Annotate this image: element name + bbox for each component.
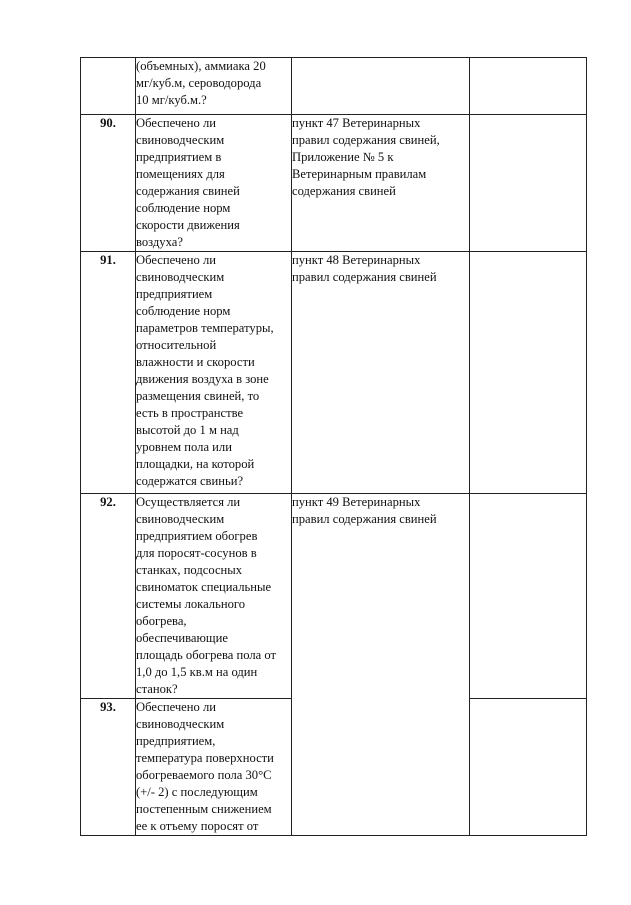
row-number: 90. (81, 115, 136, 252)
answer-cell (470, 252, 587, 494)
table-row (81, 494, 587, 699)
question-text: Обеспечено ли свиноводческим предприятием в помещениях для содержания свиней соблюдение норм скорости движения воздуха? (136, 115, 292, 252)
reference-text: пункт 48 Ветеринарных правил содержания свиней (292, 252, 470, 494)
reference-text: пункт 47 Ветеринарных правил содержания свиней, Приложение № 5 к Ветеринарным правилам содержания свиней (292, 115, 470, 252)
row-number: 93. (81, 699, 136, 836)
row-number: 92. (81, 494, 136, 699)
answer-cell (470, 699, 587, 836)
table-row (81, 58, 587, 115)
row-number (81, 58, 136, 115)
question-text: Осуществляется ли свиноводческим предприятием обогрев для поросят-сосунов в станках, подсосных свиноматок специальные системы локального обогрева, обеспечивающие площадь обогрева пола от 1,0 до 1,5 кв.м на один станок? (136, 494, 292, 699)
reference-text: пункт 49 Ветеринарных правил содержания свиней (292, 494, 470, 836)
question-text: Обеспечено ли свиноводческим предприятием, температура поверхности обогреваемого пола 30°С (+/- 2) с последующим постепенным снижением ее к отъему поросят от (136, 699, 292, 836)
table-row (81, 252, 587, 494)
answer-cell (470, 115, 587, 252)
checklist-table (80, 57, 587, 836)
question-text: Обеспечено ли свиноводческим предприятием соблюдение норм параметров температуры, относительной влажности и скорости движения воздуха в зоне размещения свиней, то есть в пространстве высотой до 1 м над уровнем пола или площадки, на которой содержатся свиньи? (136, 252, 292, 494)
answer-cell (470, 58, 587, 115)
row-number: 91. (81, 252, 136, 494)
reference-text (292, 58, 470, 115)
table-row (81, 115, 587, 252)
answer-cell (470, 494, 587, 699)
question-text: (объемных), аммиака 20 мг/куб.м, сероводорода 10 мг/куб.м.? (136, 58, 292, 115)
